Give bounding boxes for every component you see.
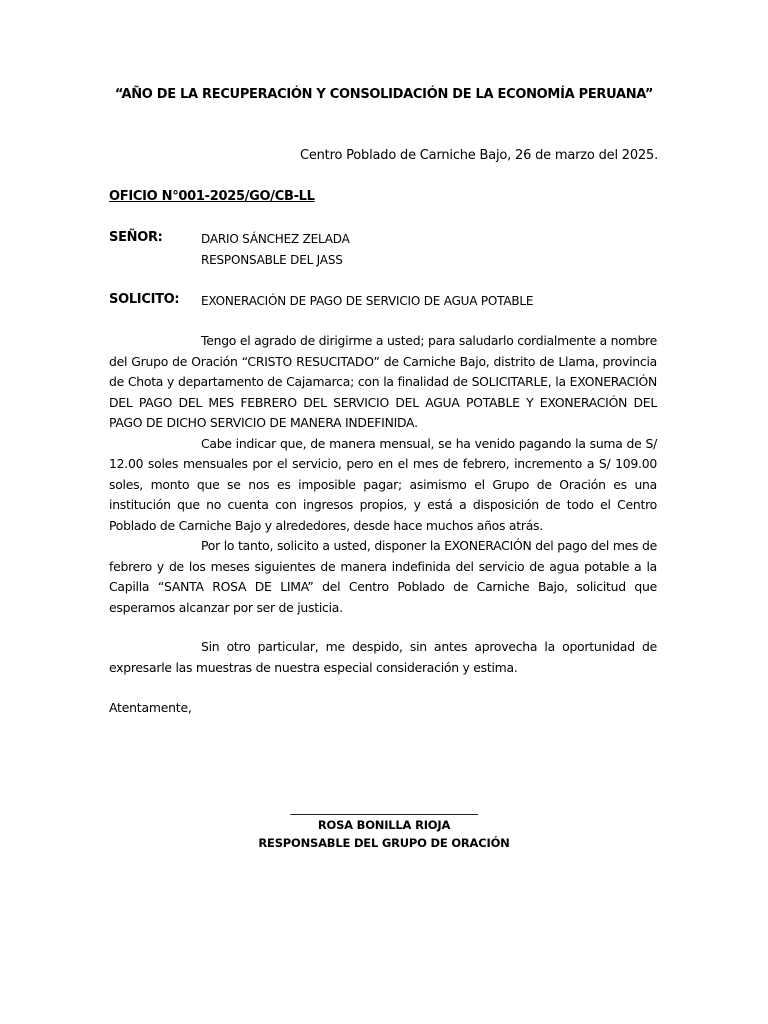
body-paragraph-farewell: Sin otro particular, me despido, sin antes aprovecha la oportunidad de expresarle las muestras de nuestra especial consideración y estima. <box>109 639 657 675</box>
recipient-name: DARIO SÁNCHEZ ZELADA <box>201 232 350 246</box>
letter-body <box>109 331 657 618</box>
request-label: SOLICITO: <box>109 292 180 307</box>
signature-line: __________________________________ <box>290 801 478 815</box>
body-paragraph-greeting: Tengo el agrado de dirigirme a usted; para saludarlo cordialmente a nombre del Grupo de Oración “CRISTO RESUCITADO” de Carniche Bajo, distrito de Llama, provincia de Chota y departamento de Cajamarca; con la finalidad de SOLICITARLE, la EXONERACIÓN DEL PAGO DEL MES FEBRERO DEL SERVICIO DEL AGUA POTABLE Y EXONERACIÓN DEL PAGO DE DICHO SERVICIO DE MANERA INDEFINIDA. <box>109 333 657 430</box>
recipient-position: RESPONSABLE DEL JASS <box>201 253 343 267</box>
body-paragraph-background: Cabe indicar que, de manera mensual, se ha venido pagando la suma de S/ 12.00 soles mensuales por el servicio, pero en el mes de febrero, incremento a S/ 109.00 soles, monto que se nos es imposible pagar; asimismo el Grupo de Oración es una institución que no cuenta con ingresos propios, y está a disposición de todo el Centro Poblado de Carniche Bajo y alrededores, desde hace muchos años atrás. <box>109 435 657 533</box>
place-and-date: Centro Poblado de Carniche Bajo, 26 de marzo del 2025. <box>299 148 658 163</box>
signatory-name: ROSA BONILLA RIOJA <box>317 818 451 832</box>
letter-farewell <box>109 637 657 678</box>
request-subject: EXONERACIÓN DE PAGO DE SERVICIO DE AGUA POTABLE <box>201 294 534 308</box>
body-paragraph-request: Por lo tanto, solicito a usted, disponer la EXONERACIÓN del pago del mes de febrero y de los meses siguientes de manera indefinida del servicio de agua potable a la Capilla “SANTA ROSA DE LIMA” del Centro Poblado de Carniche Bajo, solicitud que esperamos alcanzar por ser de justicia. <box>109 538 657 615</box>
recipient-label: SEÑOR: <box>109 230 163 245</box>
closing-salutation: Atentamente, <box>109 700 192 715</box>
signature-block <box>0 800 768 852</box>
oficio-reference: OFICIO N°001-2025/GO/CB-LL <box>109 189 315 204</box>
signatory-role: RESPONSABLE DEL GRUPO DE ORACIÓN <box>258 836 510 850</box>
document-motto: “AÑO DE LA RECUPERACIÓN Y CONSOLIDACIÓN DE LA ECONOMÍA PERUANA” <box>114 87 654 102</box>
